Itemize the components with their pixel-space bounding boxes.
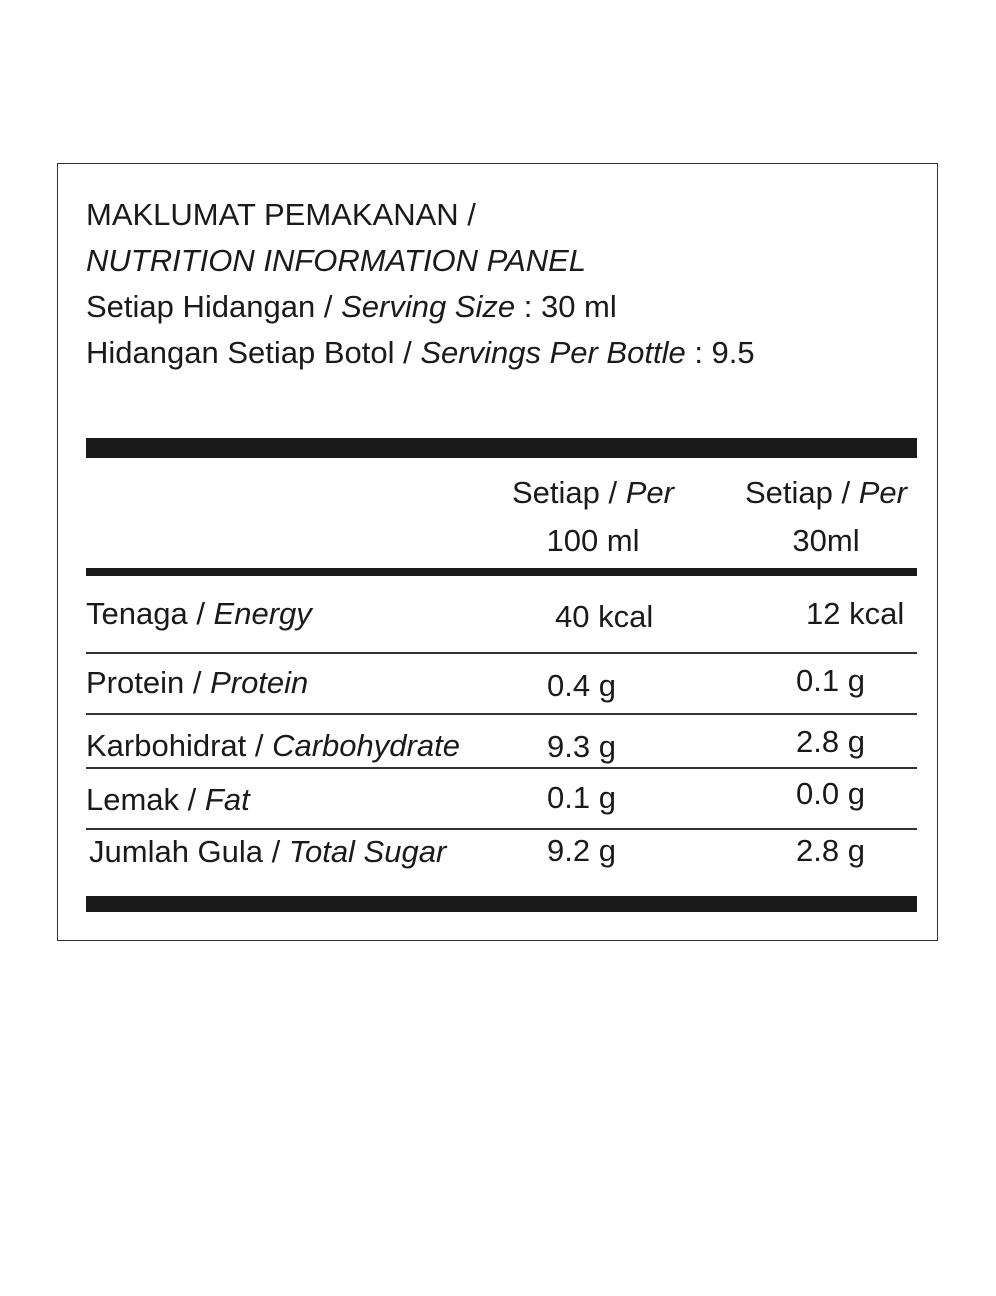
row-divider: [86, 652, 917, 654]
serving-size-line: [86, 287, 617, 327]
column-header-per-serving-unit: 30ml: [792, 523, 860, 558]
row-energy-name: [86, 594, 312, 634]
header-bottom-divider: [86, 568, 917, 576]
servings-per-bottle-line: [86, 333, 755, 373]
row-divider: [86, 828, 917, 830]
row-carbohydrate-name-ms: Karbohidrat /: [86, 728, 273, 763]
column-header-per-100ml-line1: [478, 469, 708, 517]
row-total-sugar-per-100ml: 9.2 g: [547, 833, 616, 868]
row-total-sugar-per-serving: 2.8 g: [796, 833, 865, 868]
row-protein-name: [86, 663, 308, 703]
column-header-per-serving: [711, 469, 941, 565]
row-energy-per-serving: 12 kcal: [806, 596, 905, 631]
column-header-per-100ml-unit: 100 ml: [546, 523, 640, 558]
row-energy-per-100ml: 40 kcal: [555, 599, 654, 634]
row-divider: [86, 767, 917, 769]
title-malay-text: MAKLUMAT PEMAKANAN /: [86, 197, 476, 232]
bottom-thick-divider: [86, 896, 917, 912]
title-english: [86, 241, 586, 281]
row-protein-name-ms: Protein /: [86, 665, 211, 700]
column-header-per-serving-line1: [711, 469, 941, 517]
row-fat-name: [86, 780, 250, 820]
row-protein-name-en: Protein: [210, 665, 309, 700]
nutrition-panel: [57, 163, 938, 941]
row-total-sugar-name: [89, 832, 446, 872]
row-carbohydrate-name-en: Carbohydrate: [272, 728, 460, 763]
title-english-text: NUTRITION INFORMATION PANEL: [86, 243, 587, 278]
title-malay: [86, 195, 476, 235]
row-energy-name-en: Energy: [213, 596, 312, 631]
column-header-per-100ml-prefix-en: Per: [625, 475, 674, 510]
column-header-per-100ml: [478, 469, 708, 565]
row-carbohydrate-name: [86, 726, 460, 766]
row-protein-per-100ml: 0.4 g: [547, 668, 616, 703]
row-carbohydrate-per-serving: 2.8 g: [796, 724, 865, 759]
row-total-sugar-name-ms: Jumlah Gula /: [89, 834, 289, 869]
serving-size-value: : 30 ml: [515, 289, 617, 324]
row-fat-per-serving: 0.0 g: [796, 776, 865, 811]
row-fat-per-100ml: 0.1 g: [547, 780, 616, 815]
row-protein-per-serving: 0.1 g: [796, 663, 865, 698]
serving-size-label-en: Serving Size: [341, 289, 516, 324]
row-fat-name-en: Fat: [204, 782, 250, 817]
row-divider: [86, 713, 917, 715]
row-total-sugar-name-en: Total Sugar: [288, 834, 447, 869]
row-fat-name-ms: Lemak /: [86, 782, 205, 817]
column-header-per-serving-prefix-en: Per: [858, 475, 907, 510]
row-carbohydrate-per-100ml: 9.3 g: [547, 729, 616, 764]
top-thick-divider: [86, 438, 917, 458]
serving-size-label-ms: Setiap Hidangan /: [86, 289, 342, 324]
servings-per-bottle-label-ms: Hidangan Setiap Botol /: [86, 335, 421, 370]
row-energy-name-ms: Tenaga /: [86, 596, 214, 631]
column-header-per-100ml-prefix: Setiap /: [512, 475, 626, 510]
column-header-per-serving-prefix: Setiap /: [745, 475, 859, 510]
servings-per-bottle-value: : 9.5: [685, 335, 755, 370]
servings-per-bottle-label-en: Servings Per Bottle: [420, 335, 686, 370]
